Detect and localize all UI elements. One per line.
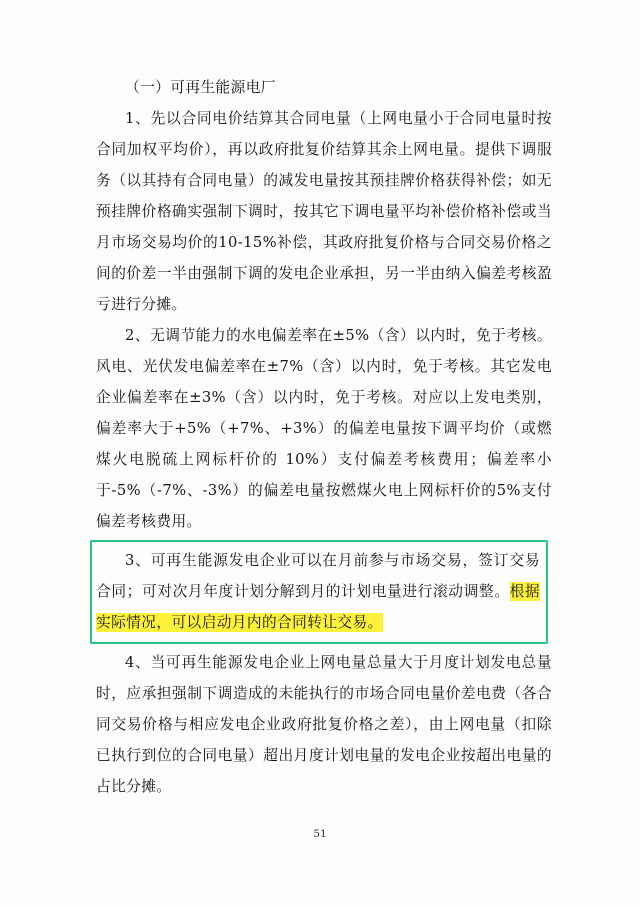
paragraph-3 [96,545,540,638]
page-number: 51 [313,828,327,840]
annotated-highlight-box [90,540,548,644]
section-heading: （一）可再生能源电厂 [125,79,276,96]
paragraph-3-highlighted: 根据实际情况，可以启动月内的合同转让交易。 [96,583,540,631]
paragraph-2: 2、无调节能力的水电偏差率在±5%（含）以内时，免于考核。风电、光伏发电偏差率在±7%（含）以内时，免于考核。其它发电企业偏差率在±3%（含）以内时，免于考核。对应以上发电类别，偏差率大于+5%（+7%、+3%）的偏差电量按下调平均价（或燃煤火电脱硫上网标杆价的 10%）支付偏差考核费用；偏差率小于-5%（-7%、-3%）的偏差电量按燃煤火电上网标杆价的5%支付偏差考核费用。 [96,327,552,530]
paragraph-4: 4、当可再生能源发电企业上网电量总量大于月度计划发电总量时，应承担强制下调造成的未能执行的市场合同电量价差电费（各合同交易价格与相应发电企业政府批复价格之差），由上网电量（扣除已执行到位的合同电量）超出月度计划电量的发电企业按超出电量的占比分摊。 [96,654,552,795]
document-body [96,72,552,802]
paragraph-1: 1、先以合同电价结算其合同电量（上网电量小于合同电量时按合同加权平均价），再以政府批复价结算其余上网电量。提供下调服务（以其持有合同电量）的减发电量按其预挂牌价格获得补偿；如无预挂牌价格确实强制下调时，按其它下调电量平均补偿价格补偿或当月市场交易均价的10-15%补偿，其政府批复价格与合同交易价格之间的价差一半由强制下调的发电企业承担，另一半由纳入偏差考核盈亏进行分摊。 [96,110,552,313]
paragraph-3-plain: 3、可再生能源发电企业可以在月前参与市场交易，签订交易合同；可对次月年度计划分解到月的计划电量进行滚动调整。 [96,552,540,600]
